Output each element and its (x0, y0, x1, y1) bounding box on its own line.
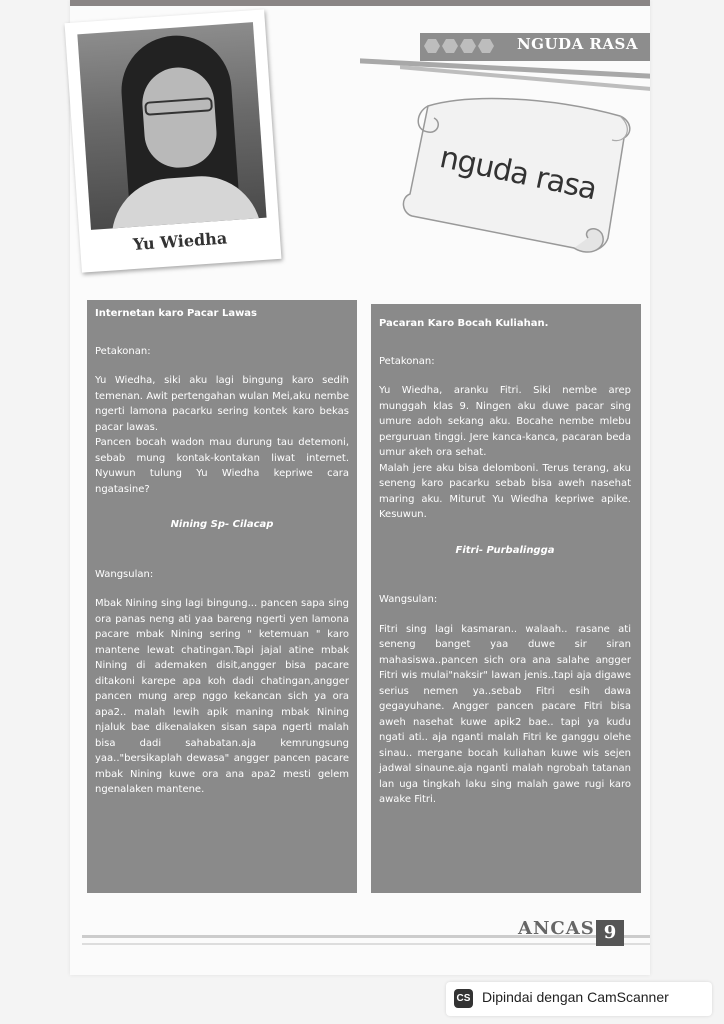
magazine-logo: ANCAS (518, 918, 595, 939)
answer-paragraph: Mbak Nining sing lagi bingung... pancen sapa sing ora panas neng ati yaa bareng ngerti yen lamona pacare mbak Nining sering " ketemuan " karo mantene lewat chatingan.Tapi jajal atine mbak Nining di ademaken disit,angger bisa pacare ditakoni karepe apa koh dadi chatingan,angger pancen mung arep nggo kekancan sich ya ora apa2.. malah lewih apik maning mbak Nining njaluk bae dikenalaken sisan sapa ngerti malah bisa dadi sahabatan.aja kemrungsung yaa.."bersikaplah dewasa" angger pancen pacare mbak Nining kuwe ora ana apa2 mesti gelem ngenalaken mantene. (95, 598, 349, 795)
camscanner-text: Dipindai dengan CamScanner (482, 989, 669, 1005)
question-paragraph: Yu Wiedha, aranku Fitri. Siki nembe arep munggah klas 9. Ningen aku duwe pacar sing umure adoh sekang aku. Bocahe nembe mlebu perguruan tinggi. Jere kanca-kanca, pacaran beda umur akeh ora sehat. (379, 385, 631, 458)
page-top-edge (70, 0, 650, 6)
answer-label: Wangsulan: (379, 594, 438, 605)
right-column (371, 304, 641, 893)
question-paragraph: Yu Wiedha, siki aku lagi bingung karo sedih temenan. Awit pertengahan wulan Mei,aku nembe ngerti lamona pacarku sering kontek karo bekas pacar lawas. (95, 375, 349, 433)
article-title: Internetan karo Pacar Lawas (95, 308, 258, 319)
author-photo-card (65, 9, 282, 272)
footer-line (82, 943, 650, 945)
reader-signature: Fitri- Purbalingga (455, 544, 555, 556)
question-paragraph: Pancen bocah wadon mau durung tau detemoni, sebab mung kontak-kontakan liwat internet. Nyuwun tulung Yu Wiedha kepriwe cara ngatasine? (95, 437, 349, 495)
answer-paragraph: Fitri sing lagi kasmaran.. walaah.. rasane ati seneng banget yaa duwe sir siran mahasiswa..pancen sich ora ana salahe angger Fitri wis mulai"naksir" lawan jenis..tapi aja digawe serius nemen ya..sebab Fitri esih dawa gegayuhane. Angger pancen pacare Fitri bisa aweh nasehat kuwe apik2 bae.. tapi ya kudu ngati ati.. aja nganti malah Fitri ke ganggu olehe sinau.. mergane bocah kuliahan kuwe wis sejen jadwal sinaune.aja nganti malah ngrobah tatanan lan uga tingkah laku sing malah gawe rugi karo awake Fitri. (379, 623, 631, 805)
scroll-title: nguda rasa (436, 140, 600, 208)
question-paragraph: Malah jere aku bisa delomboni. Terus terang, aku seneng karo pacarku sebab bisa aweh nasehat maring aku. Miturut Yu Wiedha kepriwe apike. Kesuwun. (379, 462, 631, 520)
author-photo (77, 22, 266, 230)
article-title: Pacaran Karo Bocah Kuliahan. (379, 318, 549, 329)
author-name: Yu Wiedha (132, 228, 228, 255)
camscanner-watermark (446, 982, 712, 1016)
left-column (87, 300, 357, 893)
camscanner-icon: CS (454, 989, 473, 1008)
section-title: NGUDA RASA (516, 35, 638, 53)
question-label: Petakonan: (95, 345, 151, 357)
question-label: Petakonan: (379, 355, 435, 367)
page-number: 9 (596, 920, 624, 946)
answer-label: Wangsulan: (95, 568, 154, 580)
reader-signature: Nining Sp- Cilacap (170, 519, 274, 530)
